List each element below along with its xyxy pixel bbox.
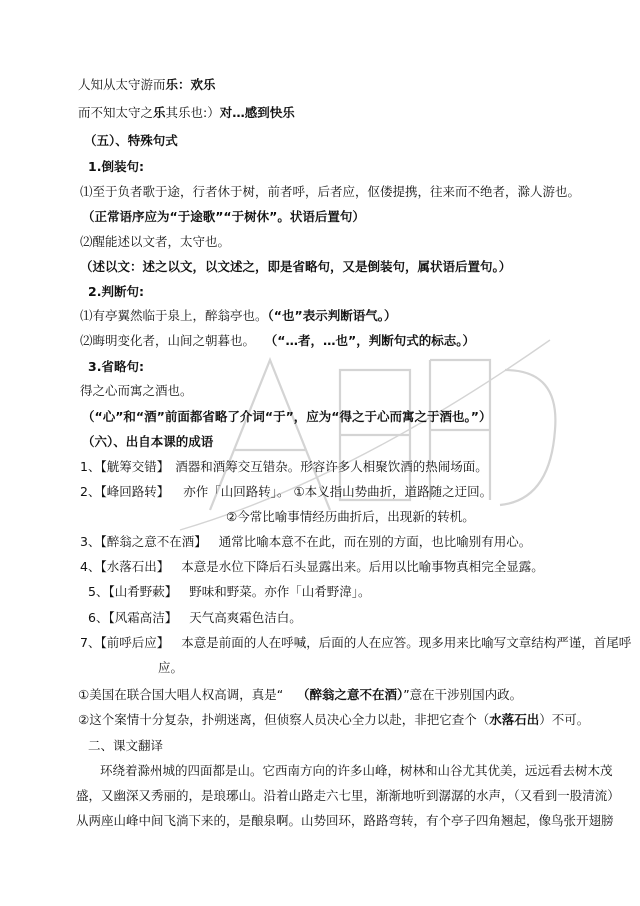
- idiom-3: [80, 533, 531, 551]
- example-sentence-2: [78, 711, 589, 729]
- example-sentence-2-answer: 水落石出: [489, 712, 540, 727]
- idiom-3-definition: 通常比喻本意不在此，而在别的方面，也比喻别有用心。: [218, 534, 532, 549]
- idiom-4-definition: 本意是水位下降后石头显露出来。后用以比喻事物真相完全显露。: [181, 559, 544, 574]
- line-1: [78, 76, 216, 94]
- idiom-7: [80, 634, 631, 652]
- idiom-1-definition: 酒器和酒筹交互错杂。形容许多人相聚饮酒的热闹场面。: [175, 459, 488, 474]
- translation-line-3: 从两座山峰中间飞淌下来的，是酿泉啊。山势回环，路路弯转，有个亭子四角翘起，像鸟张开翅膀: [76, 813, 614, 828]
- idiom-3-term: 3、【醉翁之意不在酒】: [80, 534, 207, 549]
- example-judgment-1: [80, 307, 396, 325]
- line-1-text: 人知从太守游而: [78, 77, 166, 92]
- idiom-7-definition: 本意是前面的人在呼喊，后面的人在应答。现多用来比喻写文章结构严谨，首尾呼: [181, 635, 632, 650]
- example-judgment-1-text: ⑴有亭翼然临于泉上，醉翁亭也。: [80, 308, 268, 323]
- example-sentence-2-text: ②这个案情十分复杂，扑朔迷离，但侦察人员决心全力以赴，非把它查个（: [78, 712, 490, 727]
- note-omission-1: （“心”和“酒”前面都省略了介词“于”，应为“得之于心而寓之于酒也。”）: [82, 409, 492, 424]
- idiom-6-definition: 天气高爽霜色洁白。: [189, 610, 302, 625]
- note-inversion-2: （述以文：述之以文，以文述之，即是省略句，又是倒装句，属状语后置句。）: [80, 259, 512, 274]
- line-2-text: 而不知太守之: [78, 105, 154, 120]
- translation-line-2: 盛，又幽深又秀丽的，是琅琊山。沿着山路走六七里，渐渐地听到潺潺的水声，（又看到一股清流）: [76, 788, 620, 803]
- note-judgment-2: （“…者，…也”，判断句式的标志。）: [271, 333, 475, 348]
- idiom-1-term: 1、【觥筹交错】: [80, 459, 170, 474]
- example-inversion-2: ⑵醒能述以文者，太守也。: [80, 234, 231, 249]
- line-2-gloss: 对…感到快乐: [219, 105, 295, 120]
- translation-line-1: 环绕着滁州城的四面都是山。它西南方向的许多山峰，树林和山谷尤其优美，远远看去树木茂: [100, 763, 613, 778]
- example-omission-1: 得之心而寓之酒也。: [80, 383, 193, 398]
- section-heading-translation: 二、课文翻译: [88, 738, 164, 753]
- idiom-7-term: 7、【前呼后应】: [80, 635, 170, 650]
- idiom-2-definition: 亦作「山回路转」。 ①本义指山势曲折，道路随之迂回。: [183, 484, 493, 499]
- example-inversion-1: ⑴至于负者歌于途，行者休于树，前者呼，后者应，伛偻提携，往来而不绝者，滁人游也。: [80, 184, 581, 199]
- example-judgment-2: [80, 332, 475, 350]
- idiom-6-term: 6、【风霜高洁】: [88, 610, 178, 625]
- idiom-7-definition-2: 应。: [158, 660, 184, 675]
- example-sentence-1-answer: （醉翁之意不在酒）: [303, 687, 404, 702]
- line-2: [78, 104, 295, 122]
- idiom-2-definition-2: ②今常比喻事情经历曲折后，出现新的转机。: [226, 509, 475, 524]
- idiom-2-term: 2、【峰回路转】: [80, 484, 170, 499]
- idiom-4-term: 4、【水落石出】: [80, 559, 170, 574]
- idiom-5-definition: 野味和野菜。亦作「山肴野湋」。: [189, 584, 371, 599]
- line-1-gloss: ：欢乐: [178, 77, 216, 92]
- subheading-judgment: 2.判断句:: [88, 284, 144, 299]
- idiom-2: [80, 483, 492, 501]
- example-sentence-1-text: ①美国在联合国大唱人权高调，真是“: [78, 687, 284, 702]
- idiom-4: [80, 558, 544, 576]
- note-inversion-1: （正常语序应为“于途歌”“于树休”。状语后置句）: [82, 209, 365, 224]
- line-2-keyword: 乐: [153, 105, 166, 120]
- idiom-6: [88, 609, 302, 627]
- idiom-5: [88, 583, 370, 601]
- line-2-text-2: 其乐也:）: [165, 105, 220, 120]
- example-sentence-2-text-2: ）不可。: [539, 712, 590, 727]
- subheading-inversion: 1.倒装句:: [88, 159, 144, 174]
- example-sentence-1-text-2: ”意在干涉别国内政。: [403, 687, 523, 702]
- example-judgment-2-text: ⑵晦明变化者，山间之朝暮也。: [80, 333, 256, 348]
- section-heading-6: （六）、出自本课的成语: [82, 434, 214, 449]
- example-sentence-1: [78, 686, 522, 704]
- line-1-keyword: 乐: [165, 77, 179, 92]
- subheading-omission: 3.省略句:: [88, 359, 144, 374]
- idiom-5-term: 5、【山肴野蔌】: [88, 584, 178, 599]
- note-judgment-1: （“也”表示判断语气。）: [267, 308, 397, 323]
- section-heading-5: （五）、特殊句式: [84, 133, 178, 148]
- idiom-1: [80, 458, 488, 476]
